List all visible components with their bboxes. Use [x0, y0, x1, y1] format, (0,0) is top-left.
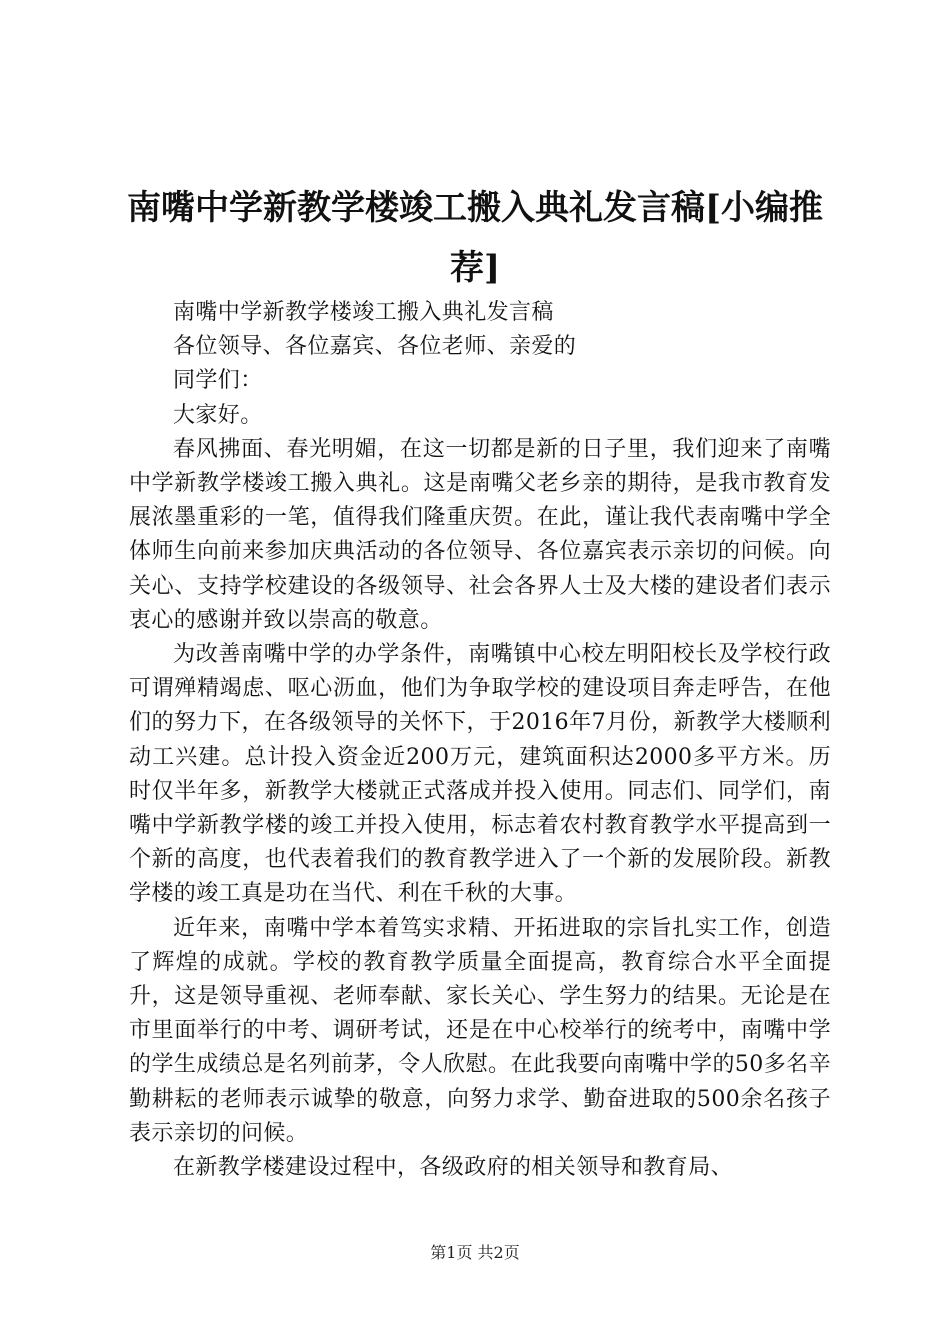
document-body [129, 296, 831, 1185]
paragraph-body: 近年来，南嘴中学本着笃实求精、开拓进取的宗旨扎实工作，创造了辉煌的成就。学校的教育教学质量全面提高，教育综合水平全面提升，这是领导重视、老师奉献、家长关心、学生努力的结果。无论是在市里面举行的中考、调研考试，还是在中心校举行的统考中，南嘴中学的学生成绩总是名列前茅，令人欣慰。在此我要向南嘴中学的50多名辛勤耕耘的老师表示诚挚的敬意，向努力求学、勤奋进取的500余名孩子表示亲切的问候。 [129, 915, 831, 1146]
paragraph-body: 在新教学楼建设过程中，各级政府的相关领导和教育局、 [173, 1155, 734, 1181]
paragraph-body: 为改善南嘴中学的办学条件，南嘴镇中心校左明阳校长及学校行政可谓殚精竭虑、呕心沥血，他们为争取学校的建设项目奔走呼告，在他们的努力下，在各级领导的关怀下，于2016年7月份，新教学大楼顺利动工兴建。总计投入资金近200万元，建筑面积达2000多平方米。历时仅半年多，新教学大楼就正式落成并投入使用。同志们、同学们，南嘴中学新教学楼的竣工并投入使用，标志着农村教育教学水平提高到一个新的高度，也代表着我们的教育教学进入了一个新的发展阶段。新教学楼的竣工真是功在当代、利在千秋的大事。 [129, 642, 831, 907]
paragraph-body: 春风拂面、春光明媚，在这一切都是新的日子里，我们迎来了南嘴中学新教学楼竣工搬入典礼。这是南嘴父老乡亲的期待，是我市教育发展浓墨重彩的一笔，值得我们隆重庆贺。在此，谨让我代表南嘴中学全体师生向前来参加庆典活动的各位领导、各位嘉宾表示亲切的问候。向关心、支持学校建设的各级领导、社会各界人士及大楼的建设者们表示衷心的感谢并致以崇高的敬意。 [129, 436, 831, 633]
paragraph-greeting: 大家好。 [173, 402, 263, 428]
page-number-footer: 第1页 共2页 [430, 1243, 520, 1262]
document-title: 南嘴中学新教学楼竣工搬入典礼发言稿[小编推荐] [126, 188, 824, 288]
paragraph-heading: 南嘴中学新教学楼竣工搬入典礼发言稿 [173, 300, 554, 325]
paragraph-salutation-cont: 同学们： [173, 368, 263, 394]
paragraph-salutation: 各位领导、各位嘉宾、各位老师、亲爱的 [173, 334, 577, 360]
